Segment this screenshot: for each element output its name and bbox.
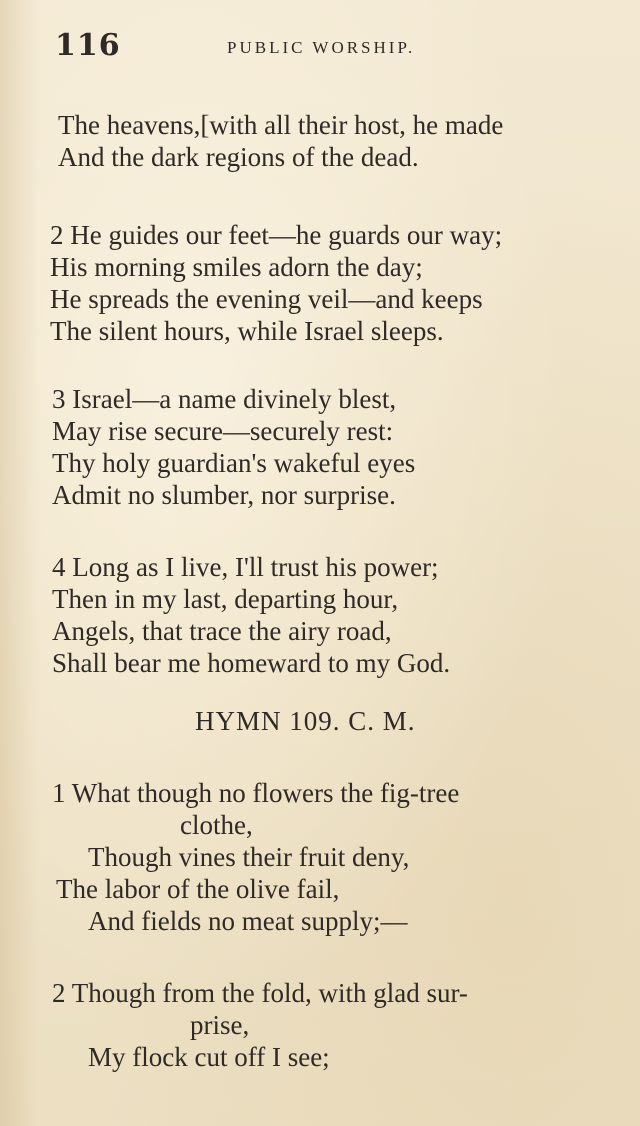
hymn-line: Thy holy guardian's wakeful eyes — [52, 448, 416, 478]
hymn-line: May rise secure—securely rest: — [52, 416, 394, 446]
page-header — [55, 28, 615, 68]
hymn-line: Admit no slumber, nor surprise. — [52, 480, 396, 510]
hymn-line: Shall bear me homeward to my God. — [52, 648, 451, 678]
hymn-line: 3 Israel—a name divinely blest, — [52, 384, 397, 414]
hymn-line: 4 Long as I live, I'll trust his power; — [52, 552, 439, 582]
hymn-line: He spreads the evening veil—and keeps — [50, 284, 483, 314]
hymn-line: His morning smiles adorn the day; — [50, 252, 423, 282]
hymn-line: And fields no meat supply;— — [88, 906, 408, 936]
hymn-line: Then in my last, departing hour, — [52, 584, 399, 614]
hymn-line: clothe, — [180, 810, 253, 840]
running-head: PUBLIC WORSHIP. — [227, 38, 416, 57]
hymn-line: The silent hours, while Israel sleeps. — [50, 316, 444, 346]
page-number: 116 — [55, 28, 121, 63]
hymn-line: My flock cut off I see; — [88, 1042, 330, 1072]
hymn-line: Though vines their fruit deny, — [88, 842, 410, 872]
hymn-line: 2 He guides our feet—he guards our way; — [50, 220, 503, 250]
hymn-line: 2 Though from the fold, with glad sur- — [52, 978, 468, 1008]
hymn-line: Angels, that trace the airy road, — [52, 616, 392, 646]
hymn-line: The heavens,[with all their host, he made — [58, 110, 504, 140]
page-edge-stain — [0, 0, 40, 1126]
hymn-title: HYMN 109. C. M. — [195, 706, 416, 736]
hymn-line: prise, — [190, 1010, 250, 1040]
hymn-line: 1 What though no flowers the fig-tree — [52, 778, 460, 808]
hymn-line: And the dark regions of the dead. — [58, 142, 419, 172]
hymn-line: The labor of the olive fail, — [56, 874, 340, 904]
